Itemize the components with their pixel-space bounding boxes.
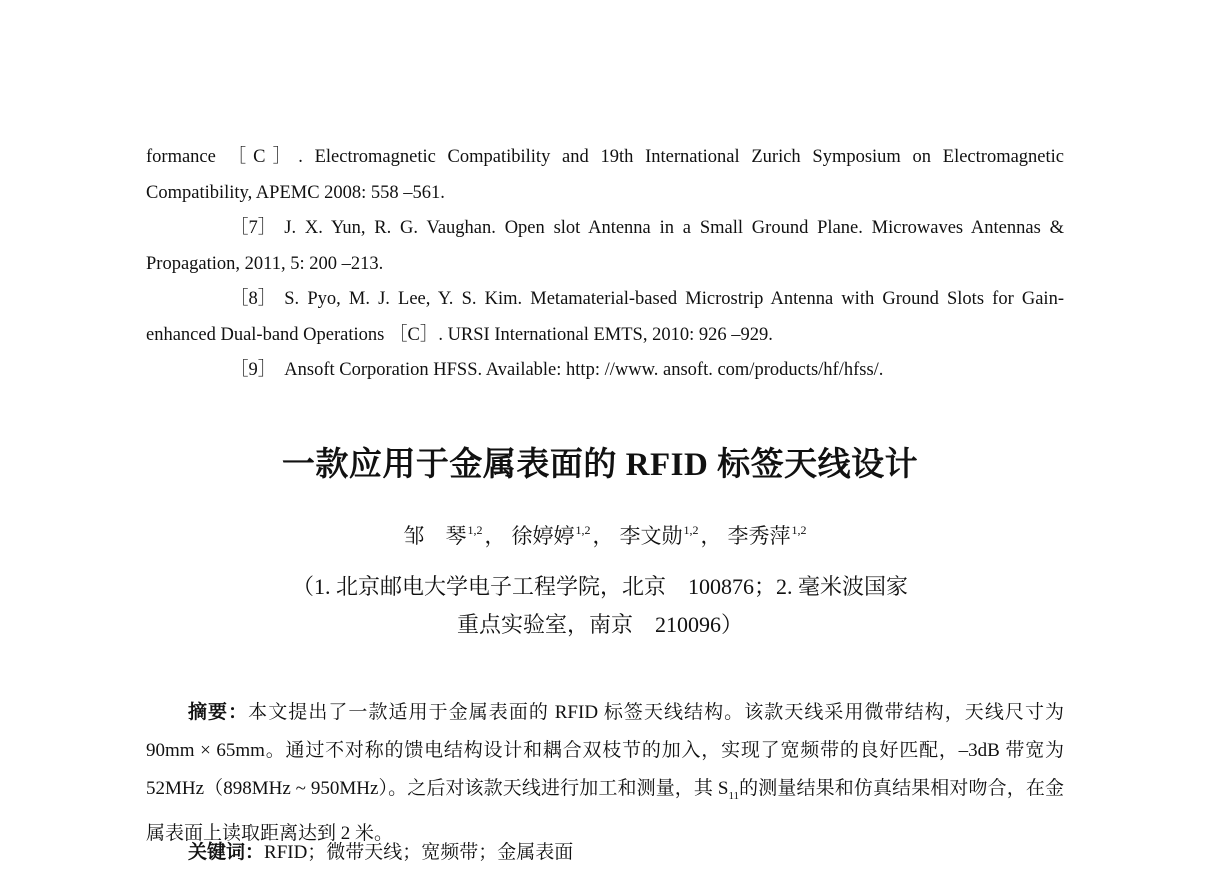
reference-9 bbox=[146, 353, 1064, 389]
author-separator: ， bbox=[700, 524, 722, 548]
author-1-affiliation-mark: 1,2 bbox=[467, 523, 483, 537]
author-3 bbox=[620, 520, 699, 550]
abstract-label: 摘要： bbox=[188, 702, 249, 723]
author-1-name: 邹 琴 bbox=[403, 524, 467, 548]
author-1 bbox=[404, 520, 483, 550]
reference-8 bbox=[146, 282, 1064, 353]
abstract bbox=[146, 694, 1064, 853]
keywords-text: RFID；微带天线；宽频带；金属表面 bbox=[264, 842, 574, 863]
reference-6-continuation bbox=[146, 140, 1064, 211]
abstract-text-part-2: 的测量结果和仿真结果相对吻合，在金属表面上读取距离达到 2 米。 bbox=[146, 778, 1064, 844]
author-3-name: 李文勋 bbox=[619, 524, 683, 548]
paper-title: 一款应用于金属表面的 RFID 标签天线设计 bbox=[281, 447, 919, 483]
reference-7-text: J. X. Yun, R. G. Vaughan. Open slot Antenna in a Small Ground Plane. Microwaves Antennas & Propagation, 2011, 5: 200 –213. bbox=[146, 218, 1064, 274]
author-2-name: 徐婷婷 bbox=[511, 524, 575, 548]
reference-list bbox=[146, 140, 1064, 389]
author-list bbox=[0, 520, 1210, 550]
author-separator: ， bbox=[592, 524, 614, 548]
reference-9-number: ［9］ bbox=[230, 360, 277, 380]
author-separator: ， bbox=[484, 524, 506, 548]
keywords-label: 关键词： bbox=[188, 842, 265, 863]
abstract-text-part-1: 本文提出了一款适用于金属表面的 RFID 标签天线结构。该款天线采用微带结构，天线尺寸为 90mm × 65mm。通过不对称的馈电结构设计和耦合双枝节的加入，实现了宽频带的良好匹配，–3dB 带宽为 52MHz（898MHz ~ 950MHz）。之后对该款天线进行加工和测量，其 S bbox=[146, 702, 1064, 799]
author-2 bbox=[512, 520, 591, 550]
reference-8-number: ［8］ bbox=[230, 289, 277, 309]
reference-6-text: formance ［C］. Electromagnetic Compatibility and 19th International Zurich Symposium on Electromagnetic Compatibility, APEMC 2008: 558 –561. bbox=[146, 147, 1064, 203]
reference-7-number: ［7］ bbox=[230, 218, 277, 238]
keywords bbox=[188, 834, 1064, 872]
reference-9-text: Ansoft Corporation HFSS. Available: http: //www. ansoft. com/products/hf/hfss/. bbox=[284, 360, 884, 380]
reference-8-text: S. Pyo, M. J. Lee, Y. S. Kim. Metamaterial-based Microstrip Antenna with Ground Slots for Gain-enhanced Dual-band Operations ［C］. URSI International EMTS, 2010: 926 –929. bbox=[146, 289, 1064, 345]
affiliations bbox=[0, 568, 1200, 644]
author-4-name: 李秀萍 bbox=[727, 524, 791, 548]
author-4-affiliation-mark: 1,2 bbox=[791, 523, 807, 537]
affiliation-line-2: 重点实验室，南京 210096） bbox=[456, 612, 743, 637]
reference-7 bbox=[146, 211, 1064, 282]
author-2-affiliation-mark: 1,2 bbox=[575, 523, 591, 537]
abstract-s11-subscript: 11 bbox=[728, 789, 740, 802]
affiliation-line-1: （1. 北京邮电大学电子工程学院，北京 100876；2. 毫米波国家 bbox=[291, 574, 908, 599]
author-4 bbox=[728, 520, 807, 550]
author-3-affiliation-mark: 1,2 bbox=[683, 523, 699, 537]
